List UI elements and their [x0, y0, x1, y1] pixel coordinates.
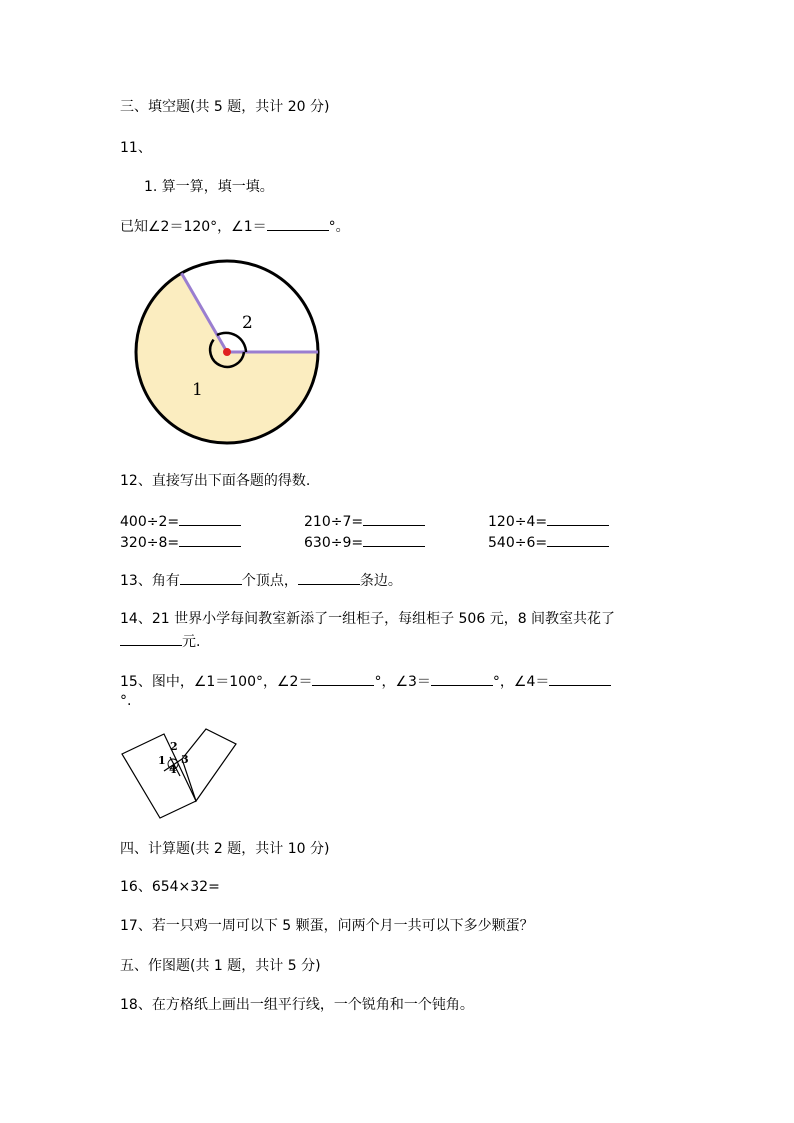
question-11-subtitle: 1. 算一算，填一填。: [144, 179, 274, 195]
answer-blank[interactable]: [298, 570, 360, 585]
question-18: 18、在方格纸上画出一组平行线，一个锐角和一个钝角。: [120, 997, 474, 1013]
answer-blank[interactable]: [312, 671, 374, 686]
answer-blank[interactable]: [180, 570, 242, 585]
circle-angle-figure: [130, 256, 330, 452]
angle-label-2: 2: [170, 740, 178, 753]
answer-blank[interactable]: [267, 216, 329, 231]
question-14-line-1: 14、21 世界小学每间教室新添了一组柜子，每组柜子 506 元，8 间教室共花了: [120, 611, 616, 627]
question-11-prompt: [120, 216, 350, 236]
question-11-prompt-end: °。: [328, 219, 350, 235]
angle-1-label: 1: [192, 380, 203, 400]
center-point: [223, 348, 231, 356]
calc-item: 400÷2=: [120, 511, 241, 531]
answer-blank[interactable]: [431, 671, 493, 686]
section-3-title: 三、填空题(共 5 题，共计 20 分): [120, 99, 330, 115]
folded-paper-figure: [118, 724, 242, 824]
angle-label-3: 3: [181, 753, 189, 766]
left-sheet: [122, 734, 196, 818]
question-12-text: 12、直接写出下面各题的得数.: [120, 473, 311, 489]
angle-label-4: 4: [169, 763, 177, 776]
right-sheet: [182, 729, 236, 801]
calc-item: 210÷7=: [304, 511, 425, 531]
calc-item: 630÷9=: [304, 532, 425, 552]
answer-blank[interactable]: [363, 532, 425, 547]
answer-blank[interactable]: [549, 671, 611, 686]
angle-2-label: 2: [242, 313, 253, 333]
calc-item: 540÷6=: [488, 532, 609, 552]
angle-label-1: 1: [158, 754, 166, 767]
question-15-line-2: °.: [120, 693, 132, 709]
question-11-prompt-text: 已知∠2＝120°，∠1＝: [120, 219, 267, 235]
question-15-line-1: 15、图中，∠1＝100°，∠2＝ °，∠3＝ °，∠4＝: [120, 671, 611, 691]
section-5-title: 五、作图题(共 1 题，共计 5 分): [120, 958, 321, 974]
answer-blank[interactable]: [179, 511, 241, 526]
section-4-title: 四、计算题(共 2 题，共计 10 分): [120, 841, 330, 857]
answer-blank[interactable]: [547, 532, 609, 547]
question-11-number: 11、: [120, 140, 152, 156]
calc-item: 120÷4=: [488, 511, 609, 531]
question-13: 13、角有 个顶点， 条边。: [120, 570, 402, 590]
question-14-line-2: 元.: [120, 631, 200, 651]
question-16: 16、654×32=: [120, 879, 220, 895]
answer-blank[interactable]: [179, 532, 241, 547]
calc-item: 320÷8=: [120, 532, 241, 552]
answer-blank[interactable]: [363, 511, 425, 526]
answer-blank[interactable]: [120, 631, 182, 646]
question-17: 17、若一只鸡一周可以下 5 颗蛋，问两个月一共可以下多少颗蛋？: [120, 918, 534, 934]
answer-blank[interactable]: [547, 511, 609, 526]
